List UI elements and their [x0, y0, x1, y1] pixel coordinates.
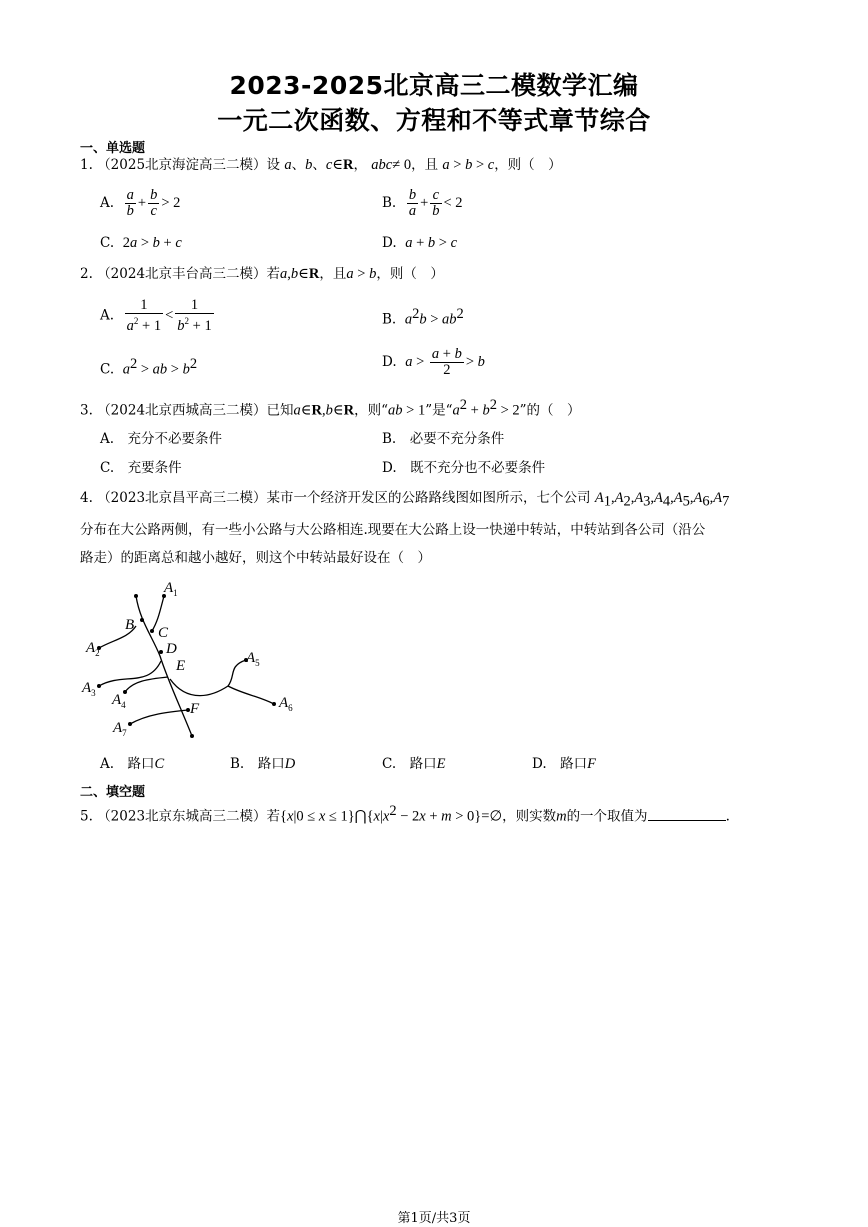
label-f: F	[190, 701, 200, 717]
question-4-stem: 4. （2023北京昌平高三二模）某市一个经济开发区的公路路线图如图所示，七个公司 $A_1,A_2,A_3,A_4,A_5,A_6,A_7$ 分布在大公路两侧，有一些小公路与大公路相连.现要在大公路上设一快递中转站，中转站到各公司（沿公 路走）的距离总和越小越好，则这个中转站最好设在（ ）	[80, 490, 730, 566]
question-1-stem: 1. （2025北京海淀高三二模）设 a、b、c∈R， abc≠ 0，且 a > b > c，则（ ）	[80, 157, 562, 173]
question-1-option-a[interactable]: A. $\frac{a}{b}$ + $\frac{b}{c}$ > 2	[100, 187, 181, 219]
question-2-stem: 2. （2024北京丰台高三二模）若a,b∈R，且a > b，则（ ）	[80, 266, 444, 282]
label-a2: $A_2$	[86, 640, 100, 658]
point-b	[134, 594, 138, 598]
point-d	[159, 650, 163, 654]
label-a7: $A_7$	[113, 720, 127, 738]
section-fill-blank: 二、填空题	[80, 785, 146, 800]
question-1-option-c[interactable]: C. 2a > b + c	[100, 235, 182, 251]
question-2-option-c[interactable]: C. $a^2$ > ab > $b^2$	[100, 356, 198, 378]
question-4-option-a[interactable]: A. 路口C	[100, 756, 165, 772]
question-2-option-d[interactable]: D. a > $\frac{a + b}{2}$ > b	[382, 346, 485, 378]
label-a5: $A_5$	[246, 650, 260, 668]
title-line-2: 一元二次函数、方程和不等式章节综合	[217, 106, 651, 135]
label-c: C	[158, 625, 169, 641]
question-4-option-c[interactable]: C. 路口E	[382, 756, 446, 772]
point-a6	[272, 702, 276, 706]
question-3-stem: 3. （2024北京西城高三二模）已知a∈R,b∈R，则“ab > 1”是“$a^2 + b^2 > 2$”的（ ）	[80, 397, 581, 419]
question-2-option-a[interactable]: A. $\frac{1}{a^2 + 1}$ < $\frac{1}{b^2 + 1}$	[100, 297, 212, 334]
label-b: B	[125, 617, 135, 633]
point-a3	[97, 684, 101, 688]
road-a3	[99, 661, 161, 686]
question-4-option-d[interactable]: D. 路口F	[532, 756, 596, 772]
point-a7	[128, 722, 132, 726]
question-1-option-b[interactable]: B. $\frac{b}{a}$ + $\frac{c}{b}$ < 2	[382, 187, 463, 219]
point-highway-end	[190, 734, 194, 738]
point-junction-b	[140, 618, 144, 622]
question-3-option-c[interactable]: C. 充要条件	[100, 460, 182, 476]
road-a7	[130, 710, 188, 724]
label-a1: $A_1$	[164, 580, 178, 598]
question-3-option-d[interactable]: D. 既不充分也不必要条件	[382, 460, 546, 476]
label-a6: $A_6$	[279, 695, 293, 713]
point-a4	[123, 690, 127, 694]
answer-blank[interactable]	[648, 808, 726, 821]
road-a4	[125, 677, 168, 692]
question-5-stem: 5. （2023北京东城高三二模）若$\{x|0 \le x \le 1\}⋂\{x|x^2 - 2x + m$ > 0}=∅，则实数m的一个取值为 .	[80, 803, 730, 825]
question-2-option-b[interactable]: B. $a^2b > ab^2$	[382, 306, 464, 328]
page-footer: 第1页/共3页	[397, 1211, 471, 1226]
question-3-option-a[interactable]: A. 充分不必要条件	[100, 431, 223, 447]
label-a3: $A_3$	[82, 680, 96, 698]
label-d: D	[166, 641, 177, 657]
question-1-option-d[interactable]: D. a + b > c	[382, 235, 458, 251]
label-e: E	[176, 658, 186, 674]
point-c	[150, 629, 154, 633]
road-map-diagram	[78, 576, 318, 744]
title-line-1: 2023-2025北京高三二模数学汇编	[229, 71, 639, 100]
question-4-option-b[interactable]: B. 路口D	[230, 756, 296, 772]
question-3-option-b[interactable]: B. 必要不充分条件	[382, 431, 505, 447]
section-single-choice: 一、单选题	[80, 141, 146, 156]
label-a4: $A_4$	[112, 692, 126, 710]
